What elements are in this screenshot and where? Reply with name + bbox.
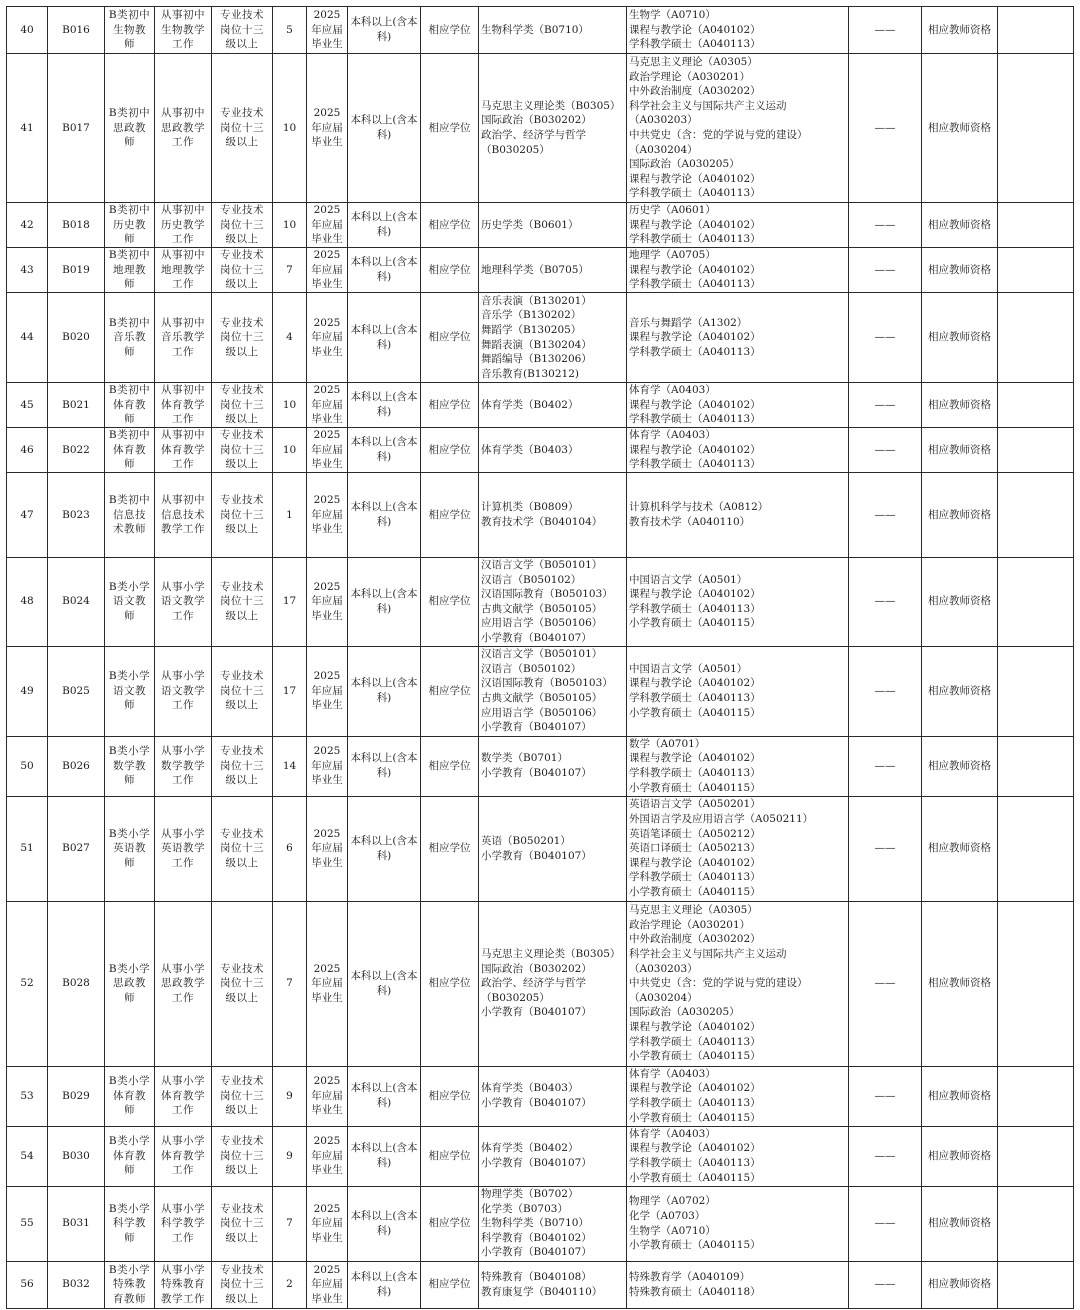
- hire-count-cell: 17: [273, 646, 307, 736]
- position-grade-cell: 专业技术岗位十三级以上: [212, 54, 273, 203]
- hire-count-cell: 10: [273, 428, 307, 473]
- remarks-cell: [998, 7, 1074, 54]
- graduate-majors-cell: 音乐与舞蹈学（A1302） 课程与教学论（A040102） 学科教学硕士（A040113）: [627, 293, 849, 383]
- qualification-requirement-cell: 相应教师资格: [922, 428, 998, 473]
- applicant-type-cell: 2025年应届毕业生: [307, 54, 348, 203]
- degree-requirement-cell: 相应学位: [421, 7, 479, 54]
- duty-description-cell: 从事初中地理教学工作: [155, 248, 212, 293]
- table-row: [7, 1261, 1074, 1308]
- duty-description-cell: 从事初中信息技术教学工作: [155, 473, 212, 558]
- row-number-cell: 43: [7, 248, 48, 293]
- hire-count-cell: 7: [273, 248, 307, 293]
- duty-description-cell: 从事小学数学教学工作: [155, 736, 212, 796]
- table-row: [7, 646, 1074, 736]
- degree-requirement-cell: 相应学位: [421, 1126, 479, 1186]
- other-requirement-cell: ——: [849, 646, 922, 736]
- undergraduate-majors-cell: 数学类（B0701） 小学教育（B040107）: [479, 736, 627, 796]
- position-name-cell: B类初中地理教师: [105, 248, 155, 293]
- education-requirement-cell: 本科以上(含本科): [348, 203, 421, 248]
- row-number-cell: 46: [7, 428, 48, 473]
- row-number-cell: 55: [7, 1186, 48, 1261]
- other-requirement-cell: ——: [849, 558, 922, 647]
- table-row: [7, 1186, 1074, 1261]
- duty-description-cell: 从事小学英语教学工作: [155, 796, 212, 901]
- remarks-cell: [998, 1186, 1074, 1261]
- remarks-cell: [998, 558, 1074, 647]
- position-grade-cell: 专业技术岗位十三级以上: [212, 473, 273, 558]
- position-name-cell: B类初中体育教师: [105, 428, 155, 473]
- table-row: [7, 54, 1074, 203]
- graduate-majors-cell: 体育学（A0403） 课程与教学论（A040102） 学科教学硕士（A040113） 小学教育硕士（A040115）: [627, 1066, 849, 1126]
- undergraduate-majors-cell: 体育学类（B0402） 小学教育（B040107）: [479, 1126, 627, 1186]
- position-code-cell: B020: [48, 293, 105, 383]
- undergraduate-majors-cell: 地理科学类（B0705）: [479, 248, 627, 293]
- undergraduate-majors-cell: 生物科学类（B0710）: [479, 7, 627, 54]
- degree-requirement-cell: 相应学位: [421, 383, 479, 428]
- education-requirement-cell: 本科以上(含本科): [348, 646, 421, 736]
- degree-requirement-cell: 相应学位: [421, 428, 479, 473]
- degree-requirement-cell: 相应学位: [421, 248, 479, 293]
- applicant-type-cell: 2025年应届毕业生: [307, 1126, 348, 1186]
- position-name-cell: B类小学体育教师: [105, 1066, 155, 1126]
- duty-description-cell: 从事初中思政教学工作: [155, 54, 212, 203]
- other-requirement-cell: ——: [849, 383, 922, 428]
- position-grade-cell: 专业技术岗位十三级以上: [212, 293, 273, 383]
- graduate-majors-cell: 体育学（A0403） 课程与教学论（A040102） 学科教学硕士（A040113）: [627, 428, 849, 473]
- table-row: [7, 1126, 1074, 1186]
- position-grade-cell: 专业技术岗位十三级以上: [212, 1126, 273, 1186]
- position-name-cell: B类小学数学教师: [105, 736, 155, 796]
- position-grade-cell: 专业技术岗位十三级以上: [212, 901, 273, 1066]
- position-name-cell: B类小学体育教师: [105, 1126, 155, 1186]
- other-requirement-cell: ——: [849, 7, 922, 54]
- hire-count-cell: 10: [273, 203, 307, 248]
- hire-count-cell: 9: [273, 1066, 307, 1126]
- position-code-cell: B030: [48, 1126, 105, 1186]
- position-name-cell: B类初中体育教师: [105, 383, 155, 428]
- hire-count-cell: 7: [273, 1186, 307, 1261]
- duty-description-cell: 从事小学语文教学工作: [155, 646, 212, 736]
- position-grade-cell: 专业技术岗位十三级以上: [212, 558, 273, 647]
- qualification-requirement-cell: 相应教师资格: [922, 248, 998, 293]
- row-number-cell: 44: [7, 293, 48, 383]
- remarks-cell: [998, 428, 1074, 473]
- duty-description-cell: 从事小学语文教学工作: [155, 558, 212, 647]
- applicant-type-cell: 2025年应届毕业生: [307, 428, 348, 473]
- remarks-cell: [998, 203, 1074, 248]
- duty-description-cell: 从事初中生物教学工作: [155, 7, 212, 54]
- table-row: [7, 558, 1074, 647]
- row-number-cell: 52: [7, 901, 48, 1066]
- position-grade-cell: 专业技术岗位十三级以上: [212, 1066, 273, 1126]
- graduate-majors-cell: 特殊教育学（A040109） 特殊教育硕士（A040118）: [627, 1261, 849, 1308]
- graduate-majors-cell: 体育学（A0403） 课程与教学论（A040102） 学科教学硕士（A040113） 小学教育硕士（A040115）: [627, 1126, 849, 1186]
- remarks-cell: [998, 383, 1074, 428]
- applicant-type-cell: 2025年应届毕业生: [307, 7, 348, 54]
- position-grade-cell: 专业技术岗位十三级以上: [212, 1261, 273, 1308]
- undergraduate-majors-cell: 历史学类（B0601）: [479, 203, 627, 248]
- duty-description-cell: 从事小学科学教学工作: [155, 1186, 212, 1261]
- undergraduate-majors-cell: 体育学类（B0403）: [479, 428, 627, 473]
- position-code-cell: B018: [48, 203, 105, 248]
- remarks-cell: [998, 248, 1074, 293]
- other-requirement-cell: ——: [849, 428, 922, 473]
- qualification-requirement-cell: 相应教师资格: [922, 1261, 998, 1308]
- qualification-requirement-cell: 相应教师资格: [922, 901, 998, 1066]
- position-code-cell: B024: [48, 558, 105, 647]
- position-grade-cell: 专业技术岗位十三级以上: [212, 736, 273, 796]
- duty-description-cell: 从事小学体育教学工作: [155, 1126, 212, 1186]
- remarks-cell: [998, 1126, 1074, 1186]
- degree-requirement-cell: 相应学位: [421, 1066, 479, 1126]
- qualification-requirement-cell: 相应教师资格: [922, 1186, 998, 1261]
- row-number-cell: 42: [7, 203, 48, 248]
- position-name-cell: B类小学语文教师: [105, 646, 155, 736]
- position-code-cell: B027: [48, 796, 105, 901]
- education-requirement-cell: 本科以上(含本科): [348, 54, 421, 203]
- hire-count-cell: 4: [273, 293, 307, 383]
- undergraduate-majors-cell: 汉语言文学（B050101） 汉语言（B050102） 汉语国际教育（B050103） 古典文献学（B050105） 应用语言学（B050106） 小学教育（B040107）: [479, 646, 627, 736]
- applicant-type-cell: 2025年应届毕业生: [307, 901, 348, 1066]
- table-row: [7, 796, 1074, 901]
- position-grade-cell: 专业技术岗位十三级以上: [212, 203, 273, 248]
- hire-count-cell: 10: [273, 54, 307, 203]
- applicant-type-cell: 2025年应届毕业生: [307, 1066, 348, 1126]
- degree-requirement-cell: 相应学位: [421, 558, 479, 647]
- position-code-cell: B017: [48, 54, 105, 203]
- position-grade-cell: 专业技术岗位十三级以上: [212, 796, 273, 901]
- graduate-majors-cell: 计算机科学与技术（A0812） 教育技术学（A040110）: [627, 473, 849, 558]
- row-number-cell: 49: [7, 646, 48, 736]
- undergraduate-majors-cell: 马克思主义理论类（B0305） 国际政治（B030202） 政治学、经济学与哲学（B030205） 小学教育（B040107）: [479, 901, 627, 1066]
- qualification-requirement-cell: 相应教师资格: [922, 7, 998, 54]
- degree-requirement-cell: 相应学位: [421, 646, 479, 736]
- position-grade-cell: 专业技术岗位十三级以上: [212, 7, 273, 54]
- degree-requirement-cell: 相应学位: [421, 796, 479, 901]
- position-name-cell: B类小学英语教师: [105, 796, 155, 901]
- position-grade-cell: 专业技术岗位十三级以上: [212, 383, 273, 428]
- position-code-cell: B016: [48, 7, 105, 54]
- degree-requirement-cell: 相应学位: [421, 54, 479, 203]
- table-row: [7, 383, 1074, 428]
- other-requirement-cell: ——: [849, 54, 922, 203]
- row-number-cell: 45: [7, 383, 48, 428]
- remarks-cell: [998, 473, 1074, 558]
- education-requirement-cell: 本科以上(含本科): [348, 796, 421, 901]
- hire-count-cell: 2: [273, 1261, 307, 1308]
- row-number-cell: 48: [7, 558, 48, 647]
- row-number-cell: 54: [7, 1126, 48, 1186]
- degree-requirement-cell: 相应学位: [421, 901, 479, 1066]
- row-number-cell: 40: [7, 7, 48, 54]
- qualification-requirement-cell: 相应教师资格: [922, 736, 998, 796]
- duty-description-cell: 从事小学体育教学工作: [155, 1066, 212, 1126]
- hire-count-cell: 1: [273, 473, 307, 558]
- graduate-majors-cell: 物理学（A0702） 化学（A0703） 生物学（A0710） 小学教育硕士（A040115）: [627, 1186, 849, 1261]
- other-requirement-cell: ——: [849, 1066, 922, 1126]
- graduate-majors-cell: 历史学（A0601） 课程与教学论（A040102） 学科教学硕士（A040113）: [627, 203, 849, 248]
- position-code-cell: B029: [48, 1066, 105, 1126]
- row-number-cell: 56: [7, 1261, 48, 1308]
- undergraduate-majors-cell: 体育学类（B0402）: [479, 383, 627, 428]
- qualification-requirement-cell: 相应教师资格: [922, 293, 998, 383]
- duty-description-cell: 从事初中历史教学工作: [155, 203, 212, 248]
- undergraduate-majors-cell: 物理学类（B0702） 化学类（B0703） 生物科学类（B0710） 科学教育（B040102） 小学教育（B040107）: [479, 1186, 627, 1261]
- position-grade-cell: 专业技术岗位十三级以上: [212, 428, 273, 473]
- undergraduate-majors-cell: 音乐表演（B130201） 音乐学（B130202） 舞蹈学（B130205） 舞蹈表演（B130204） 舞蹈编导（B130206） 音乐教育(B130212): [479, 293, 627, 383]
- undergraduate-majors-cell: 特殊教育（B040108） 教育康复学（B040110）: [479, 1261, 627, 1308]
- hire-count-cell: 17: [273, 558, 307, 647]
- row-number-cell: 53: [7, 1066, 48, 1126]
- position-name-cell: B类初中思政教师: [105, 54, 155, 203]
- education-requirement-cell: 本科以上(含本科): [348, 1261, 421, 1308]
- applicant-type-cell: 2025年应届毕业生: [307, 1186, 348, 1261]
- table-row: [7, 1066, 1074, 1126]
- qualification-requirement-cell: 相应教师资格: [922, 646, 998, 736]
- education-requirement-cell: 本科以上(含本科): [348, 383, 421, 428]
- education-requirement-cell: 本科以上(含本科): [348, 248, 421, 293]
- graduate-majors-cell: 中国语言文学（A0501） 课程与教学论（A040102） 学科教学硕士（A040113） 小学教育硕士（A040115）: [627, 646, 849, 736]
- row-number-cell: 51: [7, 796, 48, 901]
- graduate-majors-cell: 中国语言文学（A0501） 课程与教学论（A040102） 学科教学硕士（A040113） 小学教育硕士（A040115）: [627, 558, 849, 647]
- applicant-type-cell: 2025年应届毕业生: [307, 383, 348, 428]
- recruitment-table: [6, 6, 1074, 1309]
- other-requirement-cell: ——: [849, 1261, 922, 1308]
- qualification-requirement-cell: 相应教师资格: [922, 473, 998, 558]
- table-row: [7, 428, 1074, 473]
- applicant-type-cell: 2025年应届毕业生: [307, 796, 348, 901]
- degree-requirement-cell: 相应学位: [421, 473, 479, 558]
- applicant-type-cell: 2025年应届毕业生: [307, 293, 348, 383]
- graduate-majors-cell: 马克思主义理论（A0305） 政治学理论（A030201） 中外政治制度（A030202） 科学社会主义与国际共产主义运动（A030203） 中共党史（含：党的学说与党的建设）（A030204） 国际政治（A030205） 课程与教学论（A040102） 学科教学硕士（A040113）: [627, 54, 849, 203]
- position-grade-cell: 专业技术岗位十三级以上: [212, 1186, 273, 1261]
- position-code-cell: B021: [48, 383, 105, 428]
- applicant-type-cell: 2025年应届毕业生: [307, 203, 348, 248]
- table-row: [7, 736, 1074, 796]
- remarks-cell: [998, 646, 1074, 736]
- undergraduate-majors-cell: 计算机类（B0809） 教育技术学（B040104）: [479, 473, 627, 558]
- qualification-requirement-cell: 相应教师资格: [922, 1126, 998, 1186]
- row-number-cell: 50: [7, 736, 48, 796]
- position-name-cell: B类初中生物教师: [105, 7, 155, 54]
- table-row: [7, 7, 1074, 54]
- position-code-cell: B031: [48, 1186, 105, 1261]
- position-name-cell: B类初中信息技术教师: [105, 473, 155, 558]
- hire-count-cell: 10: [273, 383, 307, 428]
- undergraduate-majors-cell: 马克思主义理论类（B0305） 国际政治（B030202） 政治学、经济学与哲学（B030205）: [479, 54, 627, 203]
- degree-requirement-cell: 相应学位: [421, 203, 479, 248]
- undergraduate-majors-cell: 汉语言文学（B050101） 汉语言（B050102） 汉语国际教育（B050103） 古典文献学（B050105） 应用语言学（B050106） 小学教育（B040107）: [479, 558, 627, 647]
- education-requirement-cell: 本科以上(含本科): [348, 428, 421, 473]
- education-requirement-cell: 本科以上(含本科): [348, 1186, 421, 1261]
- table-body: [7, 7, 1074, 1309]
- other-requirement-cell: ——: [849, 473, 922, 558]
- graduate-majors-cell: 马克思主义理论（A0305） 政治学理论（A030201） 中外政治制度（A030202） 科学社会主义与国际共产主义运动（A030203） 中共党史（含：党的学说与党的建设）（A030204） 国际政治（A030205） 课程与教学论（A040102） 学科教学硕士（A040113） 小学教育硕士（A040115）: [627, 901, 849, 1066]
- education-requirement-cell: 本科以上(含本科): [348, 1126, 421, 1186]
- graduate-majors-cell: 体育学（A0403） 课程与教学论（A040102） 学科教学硕士（A040113）: [627, 383, 849, 428]
- education-requirement-cell: 本科以上(含本科): [348, 1066, 421, 1126]
- qualification-requirement-cell: 相应教师资格: [922, 203, 998, 248]
- position-name-cell: B类小学语文教师: [105, 558, 155, 647]
- degree-requirement-cell: 相应学位: [421, 293, 479, 383]
- other-requirement-cell: ——: [849, 1186, 922, 1261]
- applicant-type-cell: 2025年应届毕业生: [307, 558, 348, 647]
- applicant-type-cell: 2025年应届毕业生: [307, 736, 348, 796]
- degree-requirement-cell: 相应学位: [421, 1186, 479, 1261]
- position-grade-cell: 专业技术岗位十三级以上: [212, 248, 273, 293]
- position-name-cell: B类小学思政教师: [105, 901, 155, 1066]
- undergraduate-majors-cell: 体育学类（B0403） 小学教育（B040107）: [479, 1066, 627, 1126]
- table-row: [7, 248, 1074, 293]
- hire-count-cell: 5: [273, 7, 307, 54]
- table-row: [7, 203, 1074, 248]
- other-requirement-cell: ——: [849, 203, 922, 248]
- remarks-cell: [998, 293, 1074, 383]
- hire-count-cell: 7: [273, 901, 307, 1066]
- position-name-cell: B类初中音乐教师: [105, 293, 155, 383]
- remarks-cell: [998, 54, 1074, 203]
- qualification-requirement-cell: 相应教师资格: [922, 1066, 998, 1126]
- graduate-majors-cell: 地理学（A0705） 课程与教学论（A040102） 学科教学硕士（A040113）: [627, 248, 849, 293]
- other-requirement-cell: ——: [849, 796, 922, 901]
- position-name-cell: B类初中历史教师: [105, 203, 155, 248]
- duty-description-cell: 从事小学思政教学工作: [155, 901, 212, 1066]
- hire-count-cell: 9: [273, 1126, 307, 1186]
- qualification-requirement-cell: 相应教师资格: [922, 558, 998, 647]
- position-name-cell: B类小学科学教师: [105, 1186, 155, 1261]
- other-requirement-cell: ——: [849, 1126, 922, 1186]
- graduate-majors-cell: 英语语言文学（A050201） 外国语言学及应用语言学（A050211） 英语笔译硕士（A050212） 英语口译硕士（A050213） 课程与教学论（A040102） 学科教学硕士（A040113） 小学教育硕士（A040115）: [627, 796, 849, 901]
- position-code-cell: B023: [48, 473, 105, 558]
- other-requirement-cell: ——: [849, 901, 922, 1066]
- education-requirement-cell: 本科以上(含本科): [348, 558, 421, 647]
- other-requirement-cell: ——: [849, 293, 922, 383]
- remarks-cell: [998, 796, 1074, 901]
- applicant-type-cell: 2025年应届毕业生: [307, 1261, 348, 1308]
- other-requirement-cell: ——: [849, 248, 922, 293]
- duty-description-cell: 从事初中体育教学工作: [155, 383, 212, 428]
- position-name-cell: B类小学特殊教育教师: [105, 1261, 155, 1308]
- applicant-type-cell: 2025年应届毕业生: [307, 646, 348, 736]
- qualification-requirement-cell: 相应教师资格: [922, 796, 998, 901]
- education-requirement-cell: 本科以上(含本科): [348, 901, 421, 1066]
- hire-count-cell: 6: [273, 796, 307, 901]
- position-code-cell: B019: [48, 248, 105, 293]
- graduate-majors-cell: 生物学（A0710） 课程与教学论（A040102） 学科教学硕士（A040113）: [627, 7, 849, 54]
- education-requirement-cell: 本科以上(含本科): [348, 473, 421, 558]
- duty-description-cell: 从事小学特殊教育教学工作: [155, 1261, 212, 1308]
- education-requirement-cell: 本科以上(含本科): [348, 7, 421, 54]
- table-row: [7, 473, 1074, 558]
- applicant-type-cell: 2025年应届毕业生: [307, 473, 348, 558]
- duty-description-cell: 从事初中音乐教学工作: [155, 293, 212, 383]
- row-number-cell: 47: [7, 473, 48, 558]
- position-code-cell: B026: [48, 736, 105, 796]
- position-code-cell: B032: [48, 1261, 105, 1308]
- position-grade-cell: 专业技术岗位十三级以上: [212, 646, 273, 736]
- education-requirement-cell: 本科以上(含本科): [348, 736, 421, 796]
- graduate-majors-cell: 数学（A0701） 课程与教学论（A040102） 学科教学硕士（A040113） 小学教育硕士（A040115）: [627, 736, 849, 796]
- position-code-cell: B022: [48, 428, 105, 473]
- hire-count-cell: 14: [273, 736, 307, 796]
- degree-requirement-cell: 相应学位: [421, 736, 479, 796]
- degree-requirement-cell: 相应学位: [421, 1261, 479, 1308]
- duty-description-cell: 从事初中体育教学工作: [155, 428, 212, 473]
- table-row: [7, 293, 1074, 383]
- table-row: [7, 901, 1074, 1066]
- remarks-cell: [998, 736, 1074, 796]
- qualification-requirement-cell: 相应教师资格: [922, 54, 998, 203]
- applicant-type-cell: 2025年应届毕业生: [307, 248, 348, 293]
- position-code-cell: B025: [48, 646, 105, 736]
- other-requirement-cell: ——: [849, 736, 922, 796]
- education-requirement-cell: 本科以上(含本科): [348, 293, 421, 383]
- row-number-cell: 41: [7, 54, 48, 203]
- undergraduate-majors-cell: 英语（B050201） 小学教育（B040107）: [479, 796, 627, 901]
- position-code-cell: B028: [48, 901, 105, 1066]
- remarks-cell: [998, 901, 1074, 1066]
- remarks-cell: [998, 1261, 1074, 1308]
- qualification-requirement-cell: 相应教师资格: [922, 383, 998, 428]
- remarks-cell: [998, 1066, 1074, 1126]
